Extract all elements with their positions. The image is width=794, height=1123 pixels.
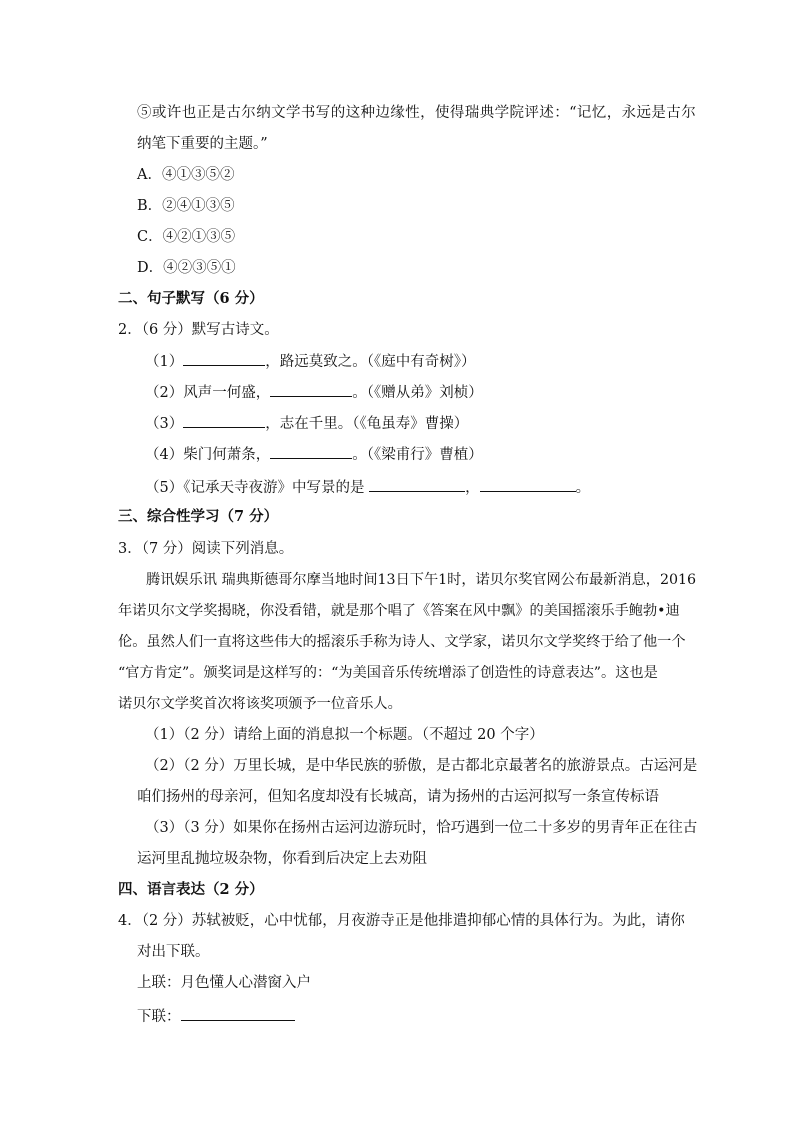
answer-blank[interactable] bbox=[480, 477, 576, 492]
sub-question-2-line2: 咱们扬州的母亲河，但知名度却没有长城高，请为扬州的古运河拟写一条宣传标语 bbox=[137, 789, 659, 805]
poem-item-3 bbox=[145, 413, 468, 434]
poem-item-3-pre: （3） bbox=[145, 416, 184, 432]
poem-item-5-pre: （5）《记承天寺夜游》中写景的是 bbox=[145, 480, 365, 496]
question-4-line2: 对出下联。 bbox=[137, 944, 210, 960]
poem-item-3-post: ，志在千里。（《龟虽寿》曹操） bbox=[265, 416, 469, 432]
passage-line-2: 年诺贝尔文学奖揭晓，你没看错，就是那个唱了《答案在风中飘》的美国摇滚乐手鲍勃•迪 bbox=[118, 603, 680, 619]
couplet-upper: 上联：月色懂人心潜窗入户 bbox=[137, 975, 311, 991]
section2-heading: 二、句子默写（6 分） bbox=[118, 290, 264, 307]
passage-line-3: 伦。虽然人们一直将这些伟大的摇滚乐手称为诗人、文学家，诺贝尔文学奖终于给了他一个 bbox=[118, 634, 686, 650]
poem-item-4 bbox=[145, 444, 483, 465]
q1-item5-line2: 纳笔下重要的主题。” bbox=[137, 136, 268, 152]
poem-item-2-pre: （2）风声一何盛， bbox=[145, 385, 271, 401]
answer-blank[interactable] bbox=[270, 444, 352, 459]
poem-item-4-post: 。（《梁甫行》曹植） bbox=[352, 447, 483, 463]
poem-item-1 bbox=[145, 351, 475, 372]
section4-heading: 四、语言表达（2 分） bbox=[118, 881, 264, 898]
poem-item-2 bbox=[145, 382, 483, 403]
couplet-lower bbox=[137, 1006, 295, 1027]
poem-item-2-post: 。（《赠从弟》刘桢） bbox=[352, 385, 483, 401]
poem-item-5 bbox=[145, 477, 590, 498]
sub-question-1: （1）（2 分）请给上面的消息拟一个标题。（不超过 20 个字） bbox=[145, 727, 544, 743]
poem-item-1-pre: （1） bbox=[145, 354, 184, 370]
poem-item-1-post: ，路远莫致之。（《庭中有奇树》） bbox=[265, 354, 476, 370]
answer-blank[interactable] bbox=[183, 351, 265, 366]
option-c: C．④②①③⑤ bbox=[137, 229, 236, 245]
passage-line-1: 腾讯娱乐讯 瑞典斯德哥尔摩当地时间13日下午1时，诺贝尔奖官网公布最新消息，2016 bbox=[146, 572, 697, 588]
option-d: D．④②③⑤① bbox=[137, 260, 236, 276]
sub-question-2-line1: （2）（2 分）万里长城，是中华民族的骄傲，是古都北京最著名的旅游景点。古运河是 bbox=[145, 758, 698, 774]
option-a: A．④①③⑤② bbox=[137, 167, 235, 183]
passage-line-4: “官方肯定”。颁奖词是这样写的：“为美国音乐传统增添了创造性的诗意表达”。这也是 bbox=[118, 665, 658, 681]
option-b: B．②④①③⑤ bbox=[137, 198, 235, 214]
poem-item-5-end: 。 bbox=[575, 480, 591, 496]
question-3: 3．（7 分）阅读下列消息。 bbox=[118, 541, 294, 557]
sub-question-3-line1: （3）（3 分）如果你在扬州古运河边游玩时，恰巧遇到一位二十多岁的男青年正在往古 bbox=[145, 820, 698, 836]
answer-blank[interactable] bbox=[183, 413, 265, 428]
couplet-lower-label: 下联： bbox=[137, 1009, 181, 1025]
question-4-line1: 4．（2 分）苏轼被贬，心中忧郁，月夜游寺正是他排遣抑郁心情的具体行为。为此，请你 bbox=[118, 913, 685, 929]
answer-blank[interactable] bbox=[270, 382, 352, 397]
sub-question-3-line2: 运河里乱抛垃圾杂物，你看到后决定上去劝阻 bbox=[137, 851, 427, 867]
poem-item-4-pre: （4）柴门何萧条， bbox=[145, 447, 271, 463]
passage-line-5: 诺贝尔文学奖首次将该奖项颁予一位音乐人。 bbox=[118, 696, 402, 712]
q1-item5-line1: ⑤或许也正是古尔纳文学书写的这种边缘性，使得瑞典学院评述：“记忆，永远是古尔 bbox=[137, 105, 697, 121]
question-2: 2．（6 分）默写古诗文。 bbox=[118, 322, 279, 338]
poem-item-5-mid: ， bbox=[465, 480, 480, 496]
answer-blank[interactable] bbox=[181, 1006, 295, 1021]
answer-blank[interactable] bbox=[369, 477, 465, 492]
section3-heading: 三、综合性学习（7 分） bbox=[118, 508, 279, 525]
